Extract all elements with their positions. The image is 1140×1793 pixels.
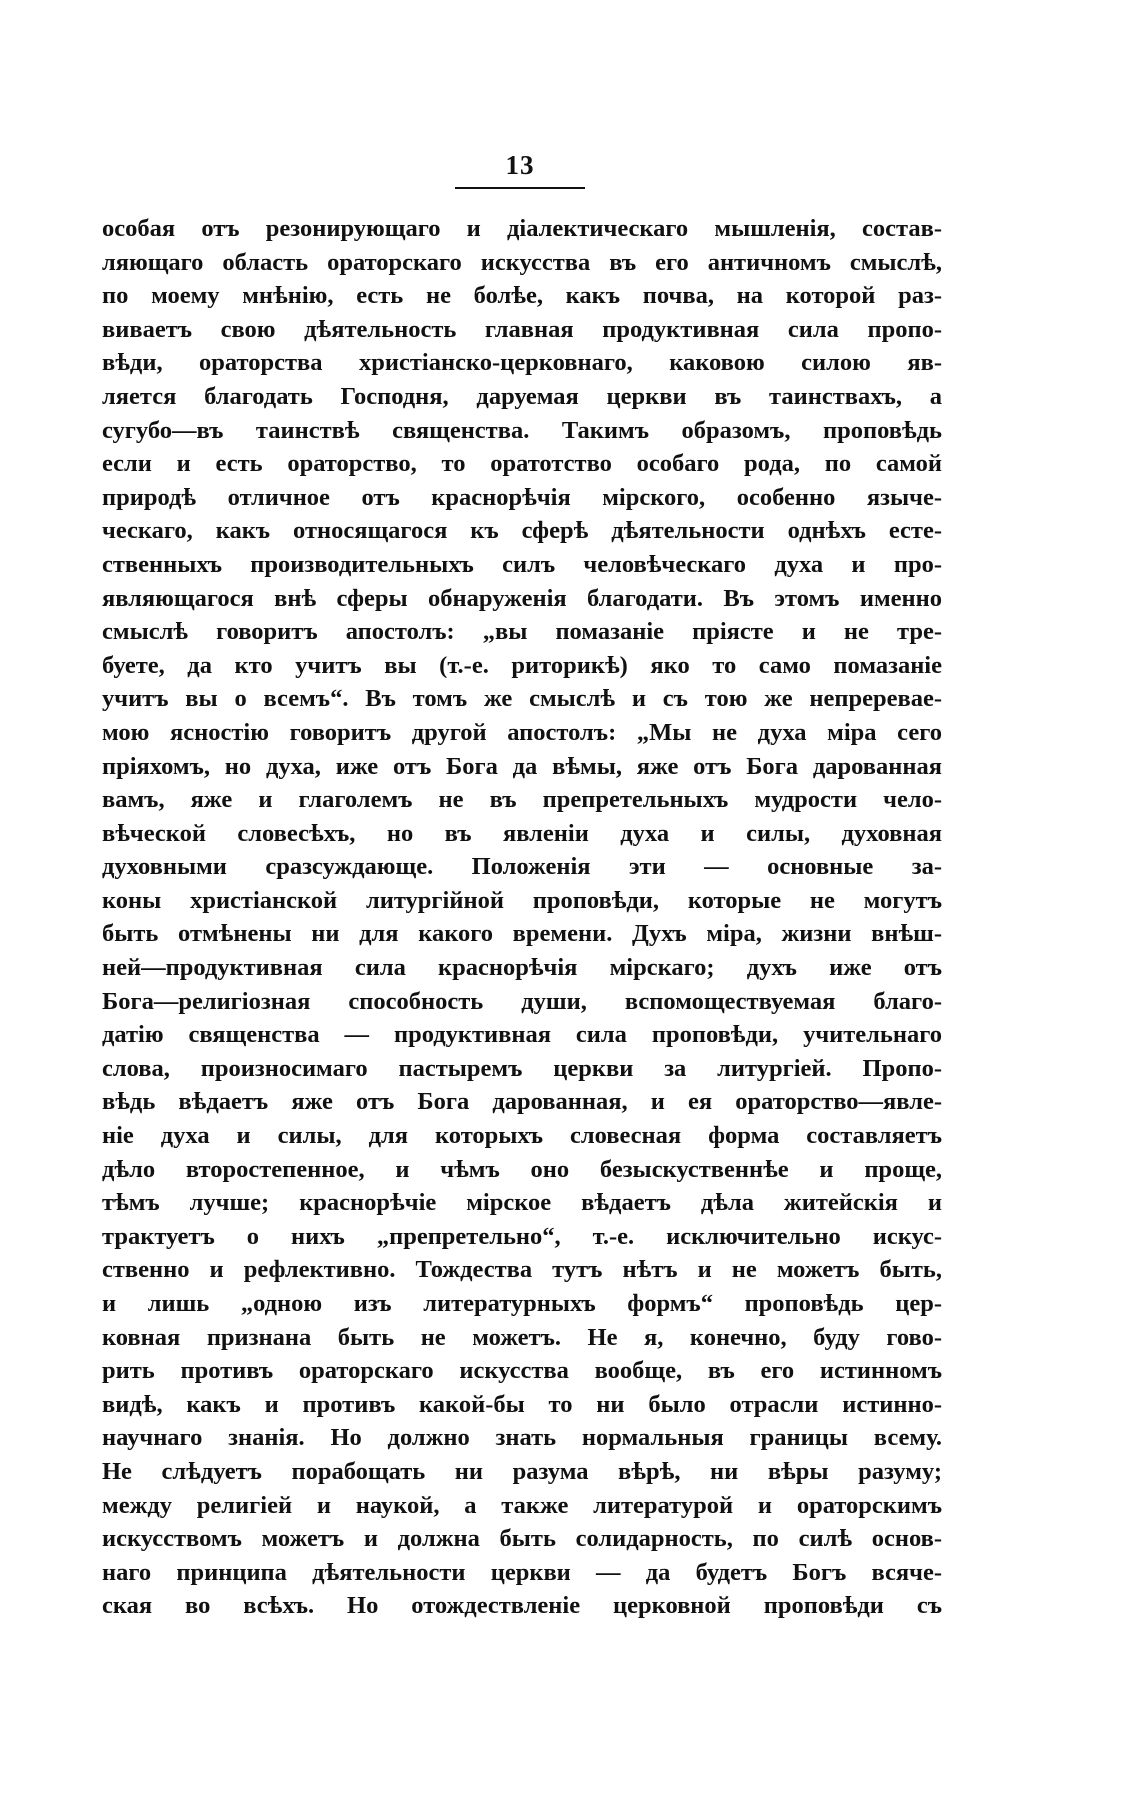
text-line: Не слѣдуетъ порабощать ни разума вѣрѣ, ни вѣры разуму;	[102, 1457, 942, 1485]
text-line: мою ясностію говоритъ другой апостолъ: „Мы не духа міра сего	[102, 718, 942, 746]
text-line: вѣди, ораторства христіанско-церковнаго, каковою силою яв-	[102, 349, 942, 377]
text-line: тѣмъ лучше; краснорѣчіе мірское вѣдаетъ дѣла житейскія и	[102, 1189, 942, 1217]
text-line: природѣ отличное отъ краснорѣчія мірского, особенно язычe-	[102, 483, 942, 511]
text-line: Бога—религіозная способность души, вспомоществуемая благо-	[102, 987, 942, 1015]
text-line: особая отъ резонирующаго и діалектическаго мышленія, состав-	[102, 215, 942, 242]
text-line: наго принципа дѣятельности церкви — да будетъ Богъ всяче-	[102, 1558, 942, 1586]
page-number-rule	[455, 187, 585, 189]
text-line: ческаго, какъ относящагося къ сферѣ дѣятельности однѣхъ есте-	[102, 517, 942, 545]
text-line: смыслѣ говоритъ апостолъ: „вы помазаніе пріясте и не тре-	[102, 618, 942, 646]
text-line: ней—продуктивная сила краснорѣчія мірскаго; духъ иже отъ	[102, 954, 942, 982]
text-line: духовными сразсуждающе. Положенія эти — основные за-	[102, 853, 942, 881]
text-line: научнаго знанія. Но должно знать нормальныя границы всему.	[102, 1424, 942, 1452]
body-text	[102, 212, 942, 1623]
text-line: слова, произносимаго пастыремъ церкви за литургіей. Пропо-	[102, 1054, 942, 1082]
text-line: ственныхъ производительныхъ силъ человѣческаго духа и про-	[102, 550, 942, 578]
text-line: видѣ, какъ и противъ какой-бы то ни было отрасли истинно-	[102, 1390, 942, 1418]
text-line: сугубо—въ таинствѣ священства. Такимъ образомъ, проповѣдь	[102, 416, 942, 444]
text-line: дѣло второстепенное, и чѣмъ оно безыскуственнѣе и проще,	[102, 1155, 942, 1183]
text-line: пріяхомъ, но духа, иже отъ Бога да вѣмы, яже отъ Бога дарованная	[102, 752, 942, 780]
text-line: быть отмѣнены ни для какого времени. Духъ міра, жизни внѣш-	[102, 920, 942, 948]
text-line: трактуетъ о нихъ „препретельно“, т.-е. исключительно искус-	[102, 1222, 942, 1250]
text-line: буете, да кто учитъ вы (т.-е. риторикѣ) яко то само помазаніе	[102, 651, 942, 679]
text-line: коны христіанской литургійной проповѣди, которые не могутъ	[102, 886, 942, 914]
text-line: рить противъ ораторскаго искусства вообще, въ его истинномъ	[102, 1357, 942, 1385]
text-line: искусствомъ можетъ и должна быть солидарность, по силѣ основ-	[102, 1525, 942, 1553]
text-line: если и есть ораторство, то оратотство особаго рода, по самой	[102, 450, 942, 478]
text-line: ніе духа и силы, для которыхъ словесная форма составляетъ	[102, 1122, 942, 1150]
text-line: учитъ вы о всемъ“. Въ томъ же смыслѣ и съ тою же непреревае-	[102, 685, 942, 713]
text-line: по моему мнѣнію, есть не болѣе, какъ почва, на которой раз-	[102, 282, 942, 310]
text-line: вамъ, яже и глаголемъ не въ препретельныхъ мудрости чело-	[102, 786, 942, 814]
text-line: ская во всѣхъ. Но отождествленіе церковной проповѣди съ	[102, 1592, 942, 1620]
text-line: вѣческой словесѣхъ, но въ явленіи духа и силы, духовная	[102, 819, 942, 847]
text-line: между религіей и наукой, а также литературой и ораторскимъ	[102, 1491, 942, 1519]
text-line: вѣдь вѣдаетъ яже отъ Бога дарованная, и ея ораторство—явле-	[102, 1088, 942, 1116]
text-line: ляющаго область ораторскаго искусства въ его античномъ смыслѣ,	[102, 248, 942, 276]
text-line: ковная признана быть не можетъ. Не я, конечно, буду гово-	[102, 1323, 942, 1351]
text-line: датію священства — продуктивная сила проповѣди, учительнаго	[102, 1021, 942, 1049]
page-number: 13	[505, 150, 535, 180]
text-line: ляется благодать Господня, даруемая церкви въ таинствахъ, а	[102, 382, 942, 410]
text-line: ственно и рефлективно. Тождества тутъ нѣтъ и не можетъ быть,	[102, 1256, 942, 1284]
text-line: являющагося внѣ сферы обнаруженія благодати. Въ этомъ именно	[102, 584, 942, 612]
text-line: виваетъ свою дѣятельность главная продуктивная сила пропо-	[102, 315, 942, 343]
text-line: и лишь „одною изъ литературныхъ формъ“ проповѣдь цер-	[102, 1290, 942, 1317]
